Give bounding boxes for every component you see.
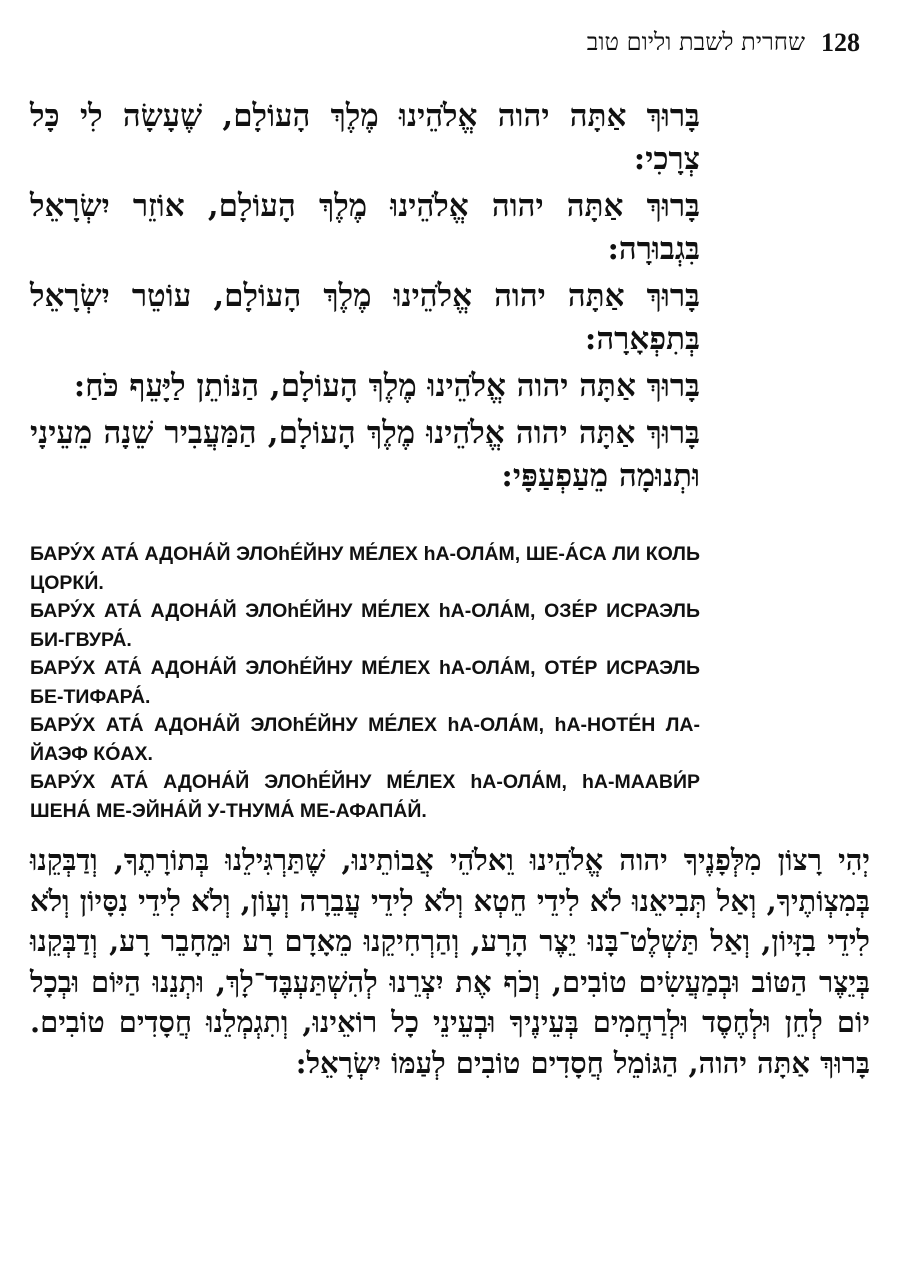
transliteration-4: БАРУ́Х АТА́ АДОНА́Й ЭЛОhЕ́ЙНУ МЕ́ЛЕХ hА-ОЛА́М, hА-НОТЕ́Н ЛА-ЙАЭФ КО́АХ. (30, 714, 700, 765)
blessing-1: בָּרוּךְ אַתָּה יהוה אֱלֹהֵינוּ מֶלֶךְ הָעוֹלָם, שֶׁעָשָׂה לִי כָּל צְרָכִי: (30, 98, 700, 177)
transliteration-1: БАРУ́Х АТА́ АДОНА́Й ЭЛОhЕ́ЙНУ МЕ́ЛЕХ hА-ОЛА́М, ШЕ-А́СА ЛИ КОЛЬ ЦОРКИ́. (30, 543, 700, 594)
blessing-3: בָּרוּךְ אַתָּה יהוה אֱלֹהֵינוּ מֶלֶךְ הָעוֹלָם, עוֹטֵר יִשְׂרָאֵל בְּתִפְאָרָה: (30, 278, 700, 357)
blessing-4: בָּרוּךְ אַתָּה יהוה אֱלֹהֵינוּ מֶלֶךְ הָעוֹלָם, הַנּוֹתֵן לַיָּעֵף כֹּחַ: (73, 368, 700, 404)
running-title: שחרית לשבת וליום טוב (586, 28, 805, 56)
transliteration-3: БАРУ́Х АТА́ АДОНА́Й ЭЛОhЕ́ЙНУ МЕ́ЛЕХ hА-ОЛА́М, ОТЕ́Р ИСРАЭЛЬ БЕ-ТИФАРА́. (30, 657, 700, 708)
transliteration-2: БАРУ́Х АТА́ АДОНА́Й ЭЛОhЕ́ЙНУ МЕ́ЛЕХ hА-ОЛА́М, ОЗЕ́Р ИСРАЭЛЬ БИ-ГВУРА́. (30, 600, 700, 651)
hebrew-blessings (30, 95, 700, 502)
transliteration-5: БАРУ́Х АТА́ АДОНА́Й ЭЛОhЕ́ЙНУ МЕ́ЛЕХ hА-ОЛА́М, hА-МААВИ́Р ШЕНА́ МЕ-ЭЙНА́Й У-ТНУМА́ МЕ-АФАПА́Й. (30, 771, 700, 822)
hebrew-prayer-paragraph: יְהִי רָצוֹן מִלְּפָנֶיךָ יהוה אֱלֹהֵינוּ וֵאלֹהֵי אֲבוֹתֵינוּ, שֶׁתַּרְגִּילֵנוּ בְּתוֹרָתֶךָ, וְדַבְּקֵנוּ בְּמִצְוֹתֶיךָ, וְאַל תְּבִיאֵנוּ לֹא לִידֵי חֵטְא וְלֹא לִידֵי עֲבֵרָה וְעָוֹן, וְלֹא לִידֵי נִסָּיוֹן וְלֹא לִידֵי בִזָּיוֹן, וְאַל תַּשְׁלֶט־בָּנוּ יֵצֶר הָרָע, וְהַרְחִיקֵנוּ מֵאָדָם רָע וּמֵחָבֵר רָע, וְדַבְּקֵנוּ בְּיֵצֶר הַטּוֹב וּבְמַעֲשִׂים טוֹבִים, וְכֹף אֶת יִצְרֵנוּ לְהִשְׁתַּעְבֶּד־לָךְ, וּתְנֵנוּ הַיּוֹם וּבְכָל יוֹם לְחֵן וּלְחֶסֶד וּלְרַחֲמִים בְּעֵינֶיךָ וּבְעֵינֵי כָל רוֹאֵינוּ, וְתִגְמְלֵנוּ חֲסָדִים טוֹבִים. בָּרוּךְ אַתָּה יהוה, הַגּוֹמֵל חֲסָדִים טוֹבִים לְעַמּוֹ יִשְׂרָאֵל: (30, 843, 870, 1080)
blessing-2: בָּרוּךְ אַתָּה יהוה אֱלֹהֵינוּ מֶלֶךְ הָעוֹלָם, אוֹזֵר יִשְׂרָאֵל בִּגְבוּרָה: (30, 188, 700, 267)
transliteration-block (30, 540, 700, 825)
page-header (0, 22, 900, 62)
blessing-5: בָּרוּךְ אַתָּה יהוה אֱלֹהֵינוּ מֶלֶךְ הָעוֹלָם, הַמַּעֲבִיר שֵׁנָה מֵעֵינָי וּתְנוּמָה מֵעַפְעַפָּי: (30, 415, 700, 494)
page-number: 128 (821, 28, 860, 57)
